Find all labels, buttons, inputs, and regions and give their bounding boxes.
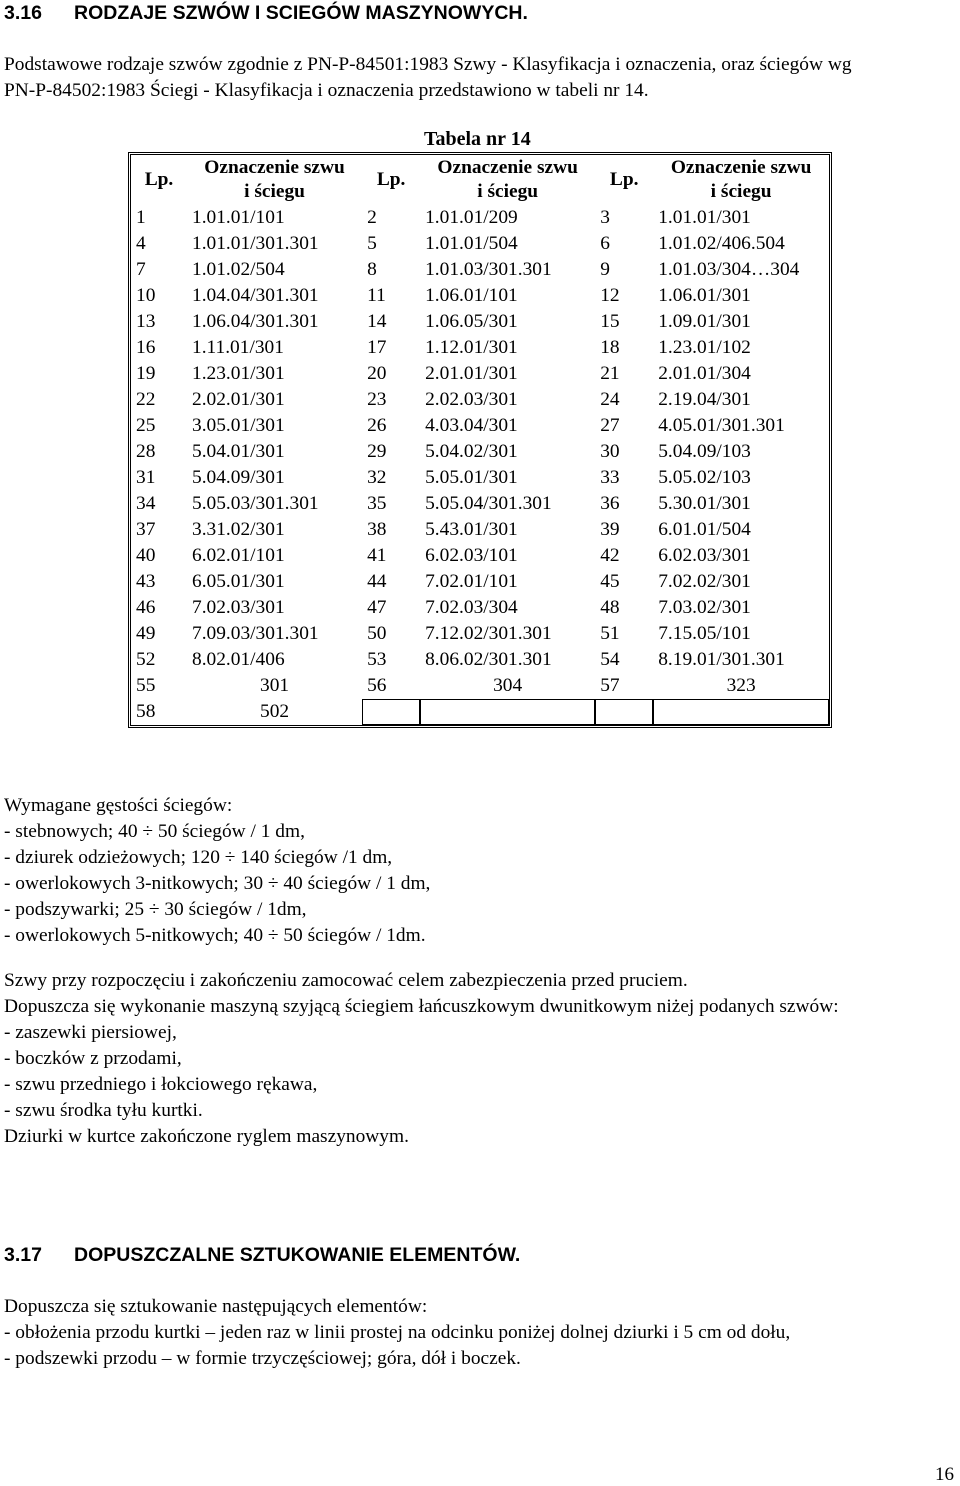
cell-lp [595, 699, 653, 725]
seams-table [128, 152, 832, 728]
cell-code: 5.04.02/301 [425, 441, 518, 462]
cell-code: 5.04.01/301 [192, 441, 285, 462]
patching-paragraph: Dopuszcza się sztukowanie następujących elementów: - obłożenia przodu kurtki – jeden raz w linii prostej na odcinku poniżej dolnej dziurki i 5 cm od dołu, - podszewki przodu – w formie trzyczęściowej; góra, dół i boczek. [4, 1296, 791, 1369]
cell-lp: 26 [367, 415, 387, 436]
cell-code: 5.43.01/301 [425, 519, 518, 540]
cell-lp [362, 699, 420, 725]
cell-code: 1.01.03/304…304 [658, 259, 800, 280]
cell-lp: 33 [600, 467, 620, 488]
cell-code: 323 [726, 675, 756, 696]
cell-lp: 23 [367, 389, 387, 410]
cell-lp: 45 [600, 571, 620, 592]
cell-lp: 43 [136, 571, 156, 592]
table-row [131, 283, 829, 309]
cell-lp: 36 [600, 493, 620, 514]
cell-lp: 22 [136, 389, 156, 410]
cell-lp: 20 [367, 363, 387, 384]
section-number: 3.16 [4, 2, 42, 24]
header-code-line2: i ściegu [244, 181, 305, 202]
cell-code: 1.09.01/301 [658, 311, 751, 332]
cell-lp: 8 [367, 259, 377, 280]
cell-lp: 21 [600, 363, 620, 384]
cell-code: 1.06.01/101 [425, 285, 518, 306]
table-header-row [131, 155, 829, 205]
cell-lp: 53 [367, 649, 387, 670]
cell-code: 1.01.02/504 [192, 259, 285, 280]
header-lp: Lp. [376, 169, 406, 190]
cell-code: 5.30.01/301 [658, 493, 751, 514]
table-row [131, 413, 829, 439]
table-row [131, 569, 829, 595]
header-code-line2: i ściegu [710, 181, 772, 202]
cell-code: 6.02.03/101 [425, 545, 518, 566]
cell-lp: 32 [367, 467, 387, 488]
cell-lp: 6 [600, 233, 610, 254]
cell-code: 1.01.01/504 [425, 233, 518, 254]
table-row [131, 387, 829, 413]
cell-lp: 11 [367, 285, 386, 306]
table-caption: Tabela nr 14 [424, 128, 531, 150]
cell-code: 1.23.01/301 [192, 363, 285, 384]
cell-code: 1.01.01/209 [425, 207, 518, 228]
cell-code: 6.01.01/504 [658, 519, 751, 540]
cell-lp: 17 [367, 337, 387, 358]
cell-lp: 35 [367, 493, 387, 514]
cell-code: 1.06.01/301 [658, 285, 751, 306]
cell-code: 6.02.03/301 [658, 545, 751, 566]
cell-code: 5.05.03/301.301 [192, 493, 319, 514]
table-row [131, 439, 829, 465]
cell-lp: 46 [136, 597, 156, 618]
header-lp: Lp. [144, 169, 174, 190]
cell-code: 1.06.05/301 [425, 311, 518, 332]
cell-lp: 13 [136, 311, 156, 332]
stitch-density-paragraph: Wymagane gęstości ściegów: - stebnowych; 40 ÷ 50 ściegów / 1 dm, - dziurek odzieżowych; 120 ÷ 140 ściegów /1 dm, - owerlokowych 3-nitkowych; 30 ÷ 40 ściegów / 1 dm, - podszywarki; 25 ÷ 30 ściegów / 1dm, - owerlokowych 5-nitkowych; 40 ÷ 50 ściegów / 1dm. [4, 795, 431, 946]
header-lp: Lp. [609, 169, 639, 190]
cell-code: 1.01.01/101 [192, 207, 285, 228]
table-row [131, 621, 829, 647]
cell-lp: 4 [136, 233, 146, 254]
cell-code: 8.19.01/301.301 [658, 649, 785, 670]
cell-lp: 5 [367, 233, 377, 254]
cell-code: 502 [260, 701, 290, 722]
header-code-line2: i ściegu [477, 181, 539, 202]
cell-lp: 51 [600, 623, 620, 644]
seams-instructions-paragraph: Szwy przy rozpoczęciu i zakończeniu zamocować celem zabezpieczenia przed pruciem. Dopuszcza się wykonanie maszyną szyjącą ściegiem łańcuszkowym dwunitkowym niżej podanych szwów: - zaszewki piersiowej, - boczków z przodami, - szwu przedniego i łokciowego rękawa, - szwu środka tyłu kurtki. Dziurki w kurtce zakończone ryglem maszynowym. [4, 970, 839, 1147]
cell-code: 1.01.03/301.301 [425, 259, 552, 280]
section-title: RODZAJE SZWÓW I SCIEGÓW MASZYNOWYCH. [74, 2, 528, 24]
cell-lp: 19 [136, 363, 156, 384]
table-row [131, 465, 829, 491]
cell-lp: 16 [136, 337, 156, 358]
cell-code: 8.02.01/406 [192, 649, 285, 670]
page-number: 16 [935, 1464, 954, 1485]
header-code [187, 155, 362, 205]
cell-code: 5.05.01/301 [425, 467, 518, 488]
table-row [131, 517, 829, 543]
table-body [131, 205, 829, 725]
cell-code: 7.02.01/101 [425, 571, 518, 592]
cell-code: 1.01.01/301.301 [192, 233, 319, 254]
cell-lp: 29 [367, 441, 387, 462]
cell-lp: 39 [600, 519, 620, 540]
table-row [131, 595, 829, 621]
cell-lp: 38 [367, 519, 387, 540]
cell-code: 1.06.04/301.301 [192, 311, 319, 332]
cell-lp: 58 [136, 701, 156, 722]
cell-code: 6.02.01/101 [192, 545, 285, 566]
cell-lp: 54 [600, 649, 620, 670]
table-row [131, 673, 829, 699]
cell-code: 7.02.03/304 [425, 597, 518, 618]
cell-lp: 37 [136, 519, 156, 540]
section-title: DOPUSZCZALNE SZTUKOWANIE ELEMENTÓW. [74, 1244, 521, 1266]
cell-lp: 25 [136, 415, 156, 436]
cell-code: 1.04.04/301.301 [192, 285, 319, 306]
cell-lp: 1 [136, 207, 146, 228]
cell-code: 7.09.03/301.301 [192, 623, 319, 644]
cell-code: 1.11.01/301 [192, 337, 284, 358]
cell-lp: 44 [367, 571, 387, 592]
cell-lp: 41 [367, 545, 387, 566]
cell-code: 2.02.03/301 [425, 389, 518, 410]
cell-code: 5.04.09/103 [658, 441, 751, 462]
cell-lp: 57 [600, 675, 620, 696]
cell-code: 301 [260, 675, 290, 696]
header-code-line1: Oznaczenie szwu [204, 157, 345, 178]
section-heading-3-17 [4, 1244, 520, 1267]
cell-lp: 18 [600, 337, 620, 358]
cell-lp: 52 [136, 649, 156, 670]
cell-lp: 42 [600, 545, 620, 566]
cell-code: 7.15.05/101 [658, 623, 751, 644]
intro-paragraph: Podstawowe rodzaje szwów zgodnie z PN-P-84501:1983 Szwy - Klasyfikacja i oznaczenia, oraz ściegów wg PN-P-84502:1983 Ściegi - Klasyfikacja i oznaczenia przedstawiono w tabeli nr 14. [4, 54, 852, 101]
cell-lp: 50 [367, 623, 387, 644]
cell-code: 5.04.09/301 [192, 467, 285, 488]
table-row [131, 491, 829, 517]
header-code [420, 155, 595, 205]
cell-code [653, 699, 829, 725]
cell-code: 7.03.02/301 [658, 597, 751, 618]
cell-lp: 55 [136, 675, 156, 696]
cell-code: 3.31.02/301 [192, 519, 285, 540]
table-row [131, 361, 829, 387]
cell-code: 3.05.01/301 [192, 415, 285, 436]
table-row [131, 231, 829, 257]
table-row [131, 699, 829, 725]
cell-code: 7.02.03/301 [192, 597, 285, 618]
cell-code: 7.02.02/301 [658, 571, 751, 592]
cell-code: 1.12.01/301 [425, 337, 518, 358]
cell-lp: 34 [136, 493, 156, 514]
cell-code: 4.03.04/301 [425, 415, 518, 436]
header-code-line1: Oznaczenie szwu [670, 157, 812, 178]
cell-lp: 48 [600, 597, 620, 618]
header-code-line1: Oznaczenie szwu [437, 157, 578, 178]
cell-code: 7.12.02/301.301 [425, 623, 552, 644]
cell-code: 2.01.01/301 [425, 363, 518, 384]
table-row [131, 335, 829, 361]
table-row [131, 205, 829, 231]
cell-code: 6.05.01/301 [192, 571, 285, 592]
table-row [131, 647, 829, 673]
cell-code: 1.23.01/102 [658, 337, 751, 358]
cell-lp: 49 [136, 623, 156, 644]
cell-code: 4.05.01/301.301 [658, 415, 785, 436]
table-row [131, 309, 829, 335]
cell-lp: 15 [600, 311, 620, 332]
cell-lp: 2 [367, 207, 377, 228]
cell-code: 5.05.04/301.301 [425, 493, 552, 514]
section-heading-3-16 [4, 2, 528, 25]
cell-lp: 47 [367, 597, 387, 618]
cell-lp: 7 [136, 259, 146, 280]
cell-lp: 12 [600, 285, 620, 306]
cell-lp: 24 [600, 389, 620, 410]
cell-lp: 30 [600, 441, 620, 462]
cell-code: 2.01.01/304 [658, 363, 751, 384]
cell-code: 8.06.02/301.301 [425, 649, 552, 670]
cell-code: 1.01.02/406.504 [658, 233, 785, 254]
cell-lp: 14 [367, 311, 387, 332]
cell-lp: 3 [600, 207, 610, 228]
table-row [131, 543, 829, 569]
cell-lp: 27 [600, 415, 620, 436]
cell-lp: 9 [600, 259, 610, 280]
table-row [131, 257, 829, 283]
cell-code: 1.01.01/301 [658, 207, 751, 228]
cell-lp: 31 [136, 467, 156, 488]
header-code [653, 155, 829, 205]
cell-code [420, 699, 595, 725]
cell-code: 304 [493, 675, 523, 696]
cell-code: 2.19.04/301 [658, 389, 751, 410]
cell-lp: 28 [136, 441, 156, 462]
cell-lp: 10 [136, 285, 156, 306]
cell-lp: 40 [136, 545, 156, 566]
cell-lp: 56 [367, 675, 387, 696]
cell-code: 2.02.01/301 [192, 389, 285, 410]
cell-code: 5.05.02/103 [658, 467, 751, 488]
section-number: 3.17 [4, 1244, 42, 1266]
